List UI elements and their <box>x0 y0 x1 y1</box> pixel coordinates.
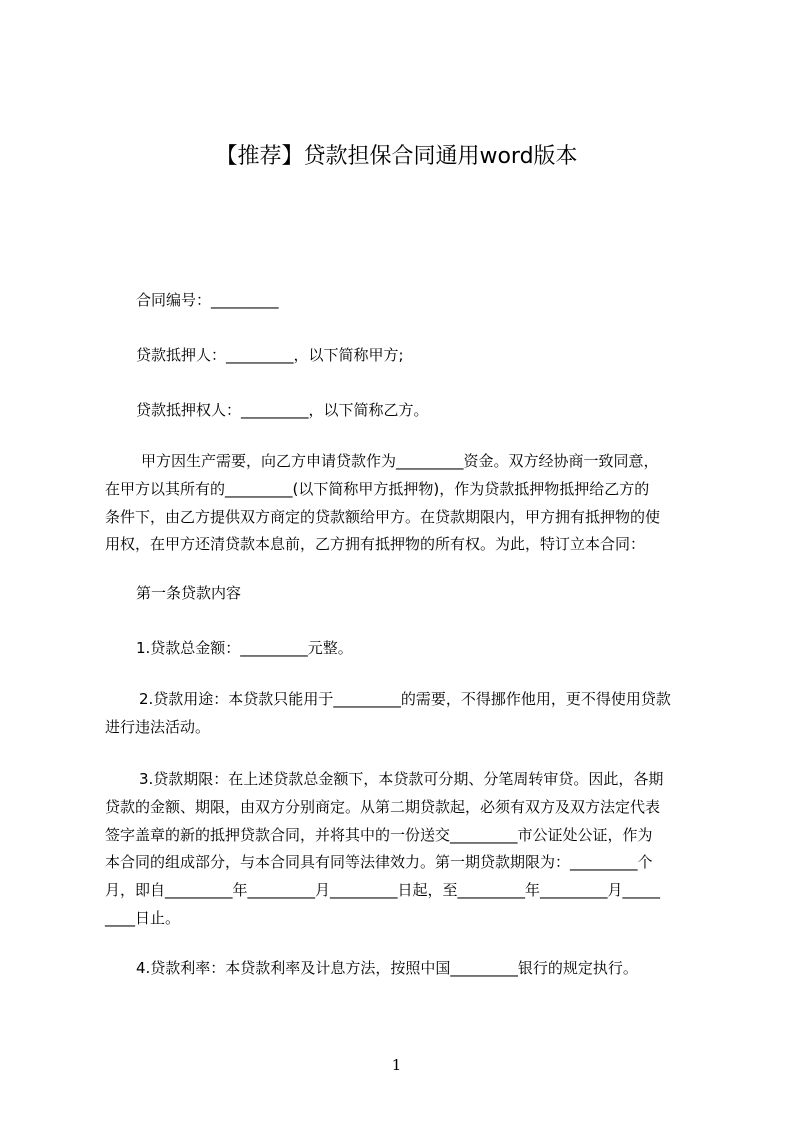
item-3-line-3: 签字盖章的新的抵押贷款合同，并将其中的一份送交_________市公证处公证，作为 <box>105 825 653 844</box>
item-3-loan-term <box>105 766 710 933</box>
document-title: 【推荐】贷款担保合同通用word版本 <box>215 144 578 169</box>
item-2-line-2: 进行违法活动。 <box>105 717 211 736</box>
item-2-line-1: 2.贷款用途：本贷款只能用于_________的需要，不得挪作他用，更不得使用贷款 <box>139 690 671 708</box>
contract-number-line: 合同编号：_________ <box>136 291 279 309</box>
item-3-line-6: ____日止。 <box>105 908 181 927</box>
page-number: 1 <box>391 1056 402 1074</box>
intro-line-4: 用权，在甲方还清贷款本息前，乙方拥有抵押物的所有权。为此，特订立本合同： <box>105 535 646 554</box>
item-1-loan-amount: 1.贷款总金额：_________元整。 <box>136 639 353 657</box>
intro-line-2: 在甲方以其所有的_________(以下简称甲方抵押物)，作为贷款抵押物抵押给乙方的 <box>105 479 650 498</box>
item-3-line-5: 月，即自_________年_________月_________日起，至_________年_________月_____ <box>105 881 661 900</box>
item-2-loan-purpose <box>105 686 710 742</box>
intro-paragraph <box>105 448 710 559</box>
item-3-line-4: 本合同的组成部分，与本合同具有同等法律效力。第一期贷款期限为：_________个 <box>105 853 653 872</box>
item-4-interest-rate: 4.贷款利率：本贷款利率及计息方法，按照中国_________银行的规定执行。 <box>136 959 638 977</box>
item-3-line-2: 贷款的金额、期限，由双方分别商定。从第二期贷款起，必须有双方及双方法定代表 <box>105 797 661 816</box>
intro-line-3: 条件下，由乙方提供双方商定的贷款额给甲方。在贷款期限内，甲方拥有抵押物的使 <box>105 507 661 526</box>
mortgagor-line: 贷款抵押人：_________，以下简称甲方; <box>136 346 404 364</box>
article-1-heading: 第一条贷款内容 <box>136 584 242 602</box>
intro-line-1: 甲方因生产需要，向乙方申请贷款作为_________资金。双方经协商一致同意， <box>141 452 659 470</box>
item-3-line-1: 3.贷款期限：在上述贷款总金额下，本贷款可分期、分笔周转审贷。因此，各期 <box>139 770 664 788</box>
mortgagee-line: 贷款抵押权人：_________，以下简称乙方。 <box>136 401 429 419</box>
